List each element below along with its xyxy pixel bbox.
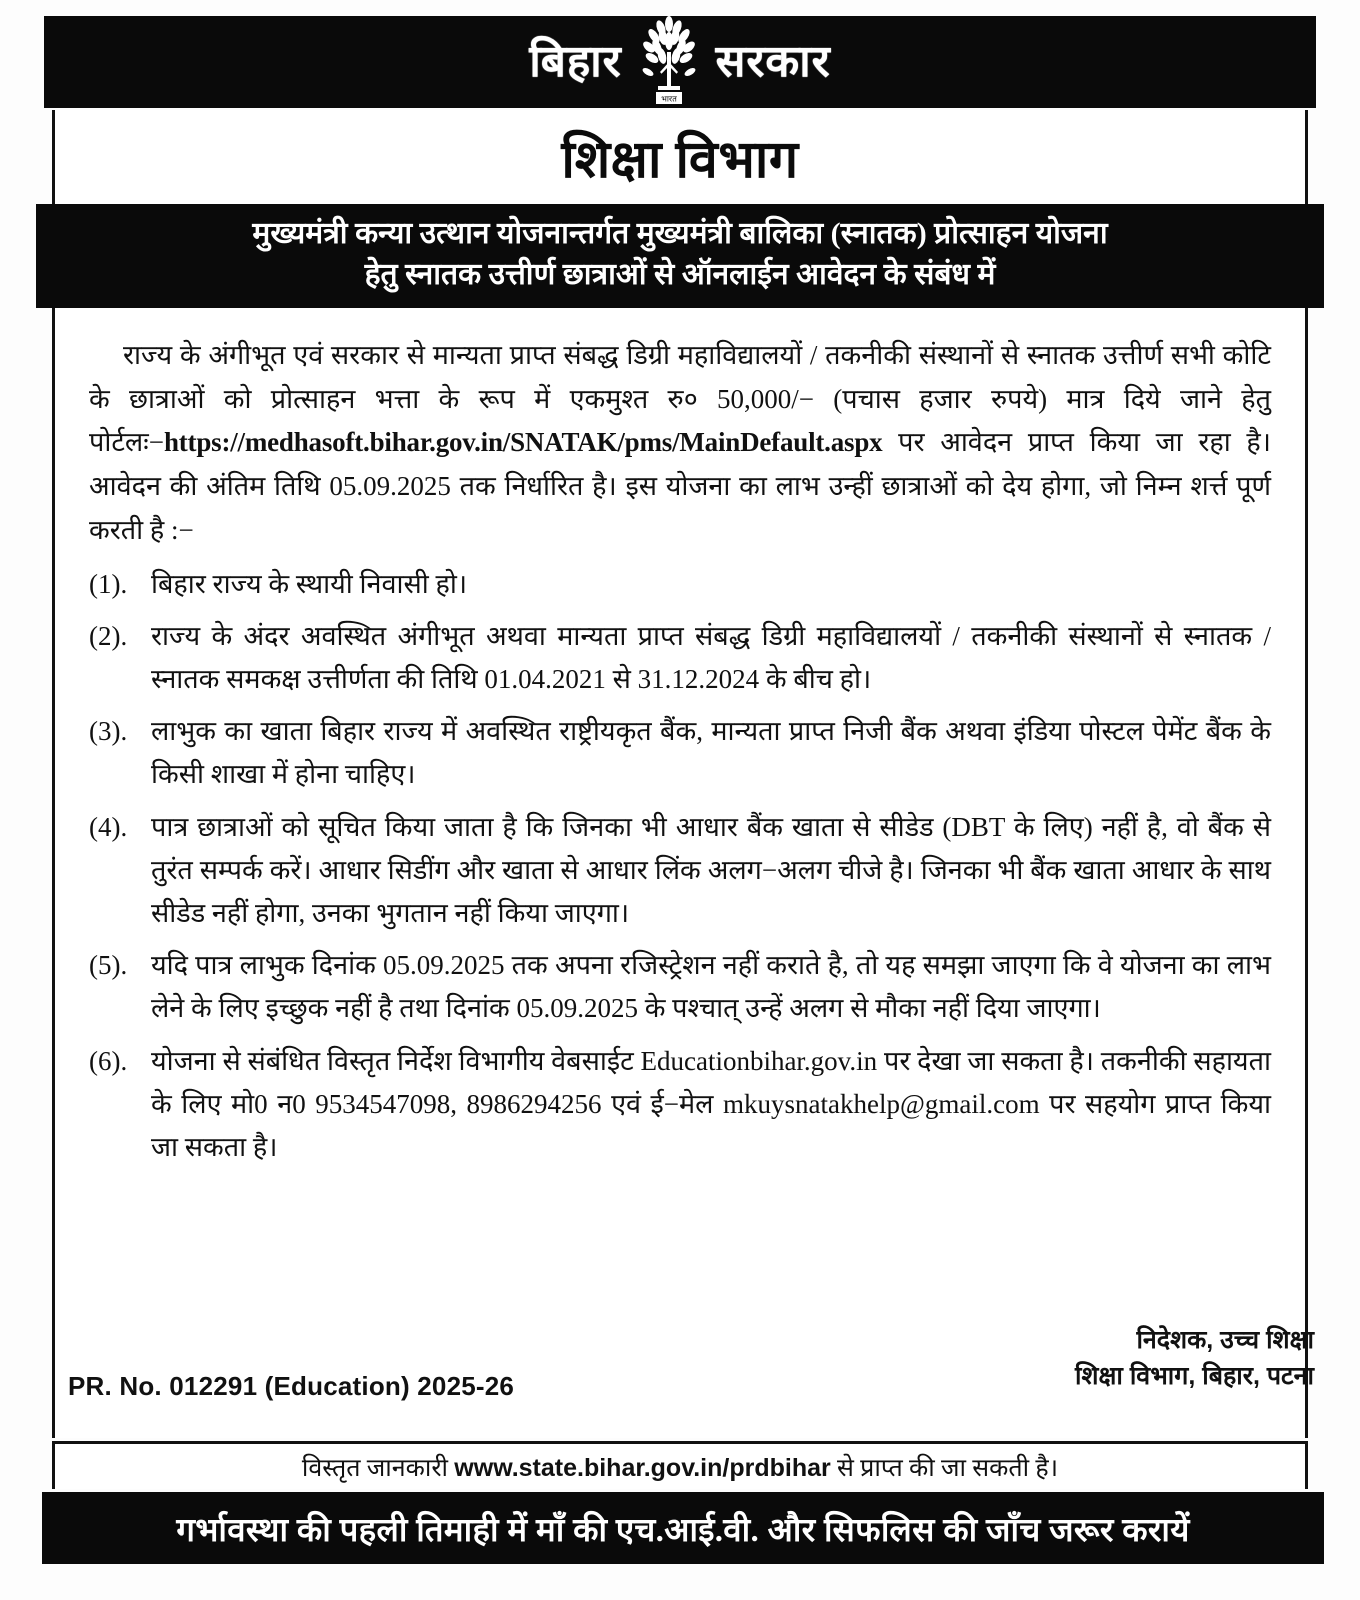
condition-text-a: पात्र छात्राओं को सूचित किया जाता है कि जिनका भी आधार बैंक खाता से सीडेड ( — [151, 811, 952, 842]
condition-marker: (3). — [89, 716, 128, 747]
state-name-right: सरकार — [715, 37, 831, 86]
bodhi-tree-emblem — [636, 10, 702, 114]
condition-item-3 — [89, 710, 1271, 796]
department-strip — [52, 110, 1308, 204]
subject-line-1: मुख्यमंत्री कन्या उत्थान योजनान्तर्गत मुख्यमंत्री बालिका (स्नातक) प्रोत्साहन योजना — [252, 216, 1108, 250]
intro-text-part-1: राज्य के अंगीभूत एवं सरकार से मान्यता प्राप्त संबद्ध डिग्री महाविद्यालयों / तकनीकी संस्थानों से स्नातक उत्तीर्ण सभी कोटि के छात्राओं को प्रोत्साहन भत्ता के रूप में एकमुश्त रु० 50,000/− (पचास हजार रुपये) मात्र दिये जाने हेतु पोर्टलः− — [89, 340, 1271, 458]
condition-text: लाभुक का खाता बिहार राज्य में अवस्थित राष्ट्रीयकृत बैंक, मान्यता प्राप्त निजी बैंक अथवा इंडिया पोस्टल पेमेंट बैंक के किसी शाखा में होना चाहिए। — [151, 716, 1271, 790]
notice-body — [52, 308, 1308, 1438]
intro-paragraph — [89, 334, 1271, 553]
condition-text-c: पर सहयोग प्राप्त किया जा सकता है। — [151, 1088, 1272, 1162]
emblem-motto-text: भारत — [660, 94, 677, 104]
portal-url: https://medhasoft.bihar.gov.in/SNATAK/pms/MainDefault.aspx — [163, 427, 883, 458]
help-email: mkuysnatakhelp@gmail.com — [723, 1088, 1040, 1119]
public-health-message: गर्भावस्था की पहली तिमाही में माँ की एच.आई.वी. और सिफलिस की जाँच जरूर करायें — [176, 1512, 1190, 1549]
info-suffix: से प्राप्त की जा सकती है। — [830, 1454, 1059, 1482]
condition-item-4 — [89, 806, 1271, 936]
condition-item-6 — [89, 1040, 1271, 1170]
condition-marker: (5). — [89, 950, 128, 981]
state-name-left: बिहार — [529, 37, 622, 86]
subject-line-2: हेतु स्नातक उत्तीर्ण छात्राओं से ऑनलाईन आवेदन के संबंध में — [364, 258, 996, 291]
condition-marker: (1). — [89, 568, 128, 599]
department-name: शिक्षा विभाग — [561, 131, 799, 189]
condition-marker: (4). — [89, 811, 128, 842]
subject-band — [36, 204, 1324, 308]
condition-text-b: पर देखा जा सकता है। तकनीकी सहायता के लिए मो0 न0 9534547098, 8986294256 एवं ई−मेल — [151, 1045, 1271, 1119]
masthead-band — [44, 16, 1316, 108]
conditions-list — [89, 563, 1271, 1169]
condition-text: बिहार राज्य के स्थायी निवासी हो। — [151, 568, 468, 599]
signature-block — [1075, 1322, 1314, 1395]
signatory-office: शिक्षा विभाग, बिहार, पटना — [1075, 1362, 1314, 1391]
info-strip-text — [302, 1450, 1058, 1484]
intro-text-part-2: पर आवेदन प्राप्त किया जा रहा है। आवेदन की अंतिम तिथि 05.09.2025 तक निर्धारित है। इस योजना का लाभ उन्हीं छात्राओं को देय होगा, जो निम्न शर्त्त पूर्ण करती है :− — [89, 427, 1271, 545]
condition-text-b: के लिए) नहीं है, वो बैंक से तुरंत सम्पर्क करें। आधार सिडींग और खाता से आधार लिंक अलग−अलग चीजे है। जिनका भी बैंक खाता आधार के साथ सीडेड नहीं होगा, उनका भुगतान नहीं किया जाएगा। — [151, 811, 1271, 928]
condition-item-1 — [89, 563, 1271, 606]
condition-marker: (2). — [89, 620, 128, 651]
dbt-abbreviation: DBT — [951, 811, 1005, 842]
pr-number: PR. No. 012291 (Education) 2025-26 — [68, 1371, 515, 1401]
masthead-inner — [529, 10, 830, 114]
condition-text: यदि पात्र लाभुक दिनांक 05.09.2025 तक अपना रजिस्ट्रेशन नहीं कराते है, तो यह समझा जाएगा कि वे योजना का लाभ लेने के लिए इच्छुक नहीं है तथा दिनांक 05.09.2025 के पश्चात् उन्हें अलग से मौका नहीं दिया जाएगा। — [151, 950, 1271, 1024]
condition-text-a: योजना से संबंधित विस्तृत निर्देश विभागीय वेबसाईट — [151, 1045, 641, 1076]
prd-website-url: www.state.bihar.gov.in/prdbihar — [454, 1453, 831, 1482]
condition-text: राज्य के अंदर अवस्थित अंगीभूत अथवा मान्यता प्राप्त संबद्ध डिग्री महाविद्यालयों / तकनीकी संस्थानों से स्नातक / स्नातक समकक्ष उत्तीर्णता की तिथि 01.04.2021 से 31.12.2024 के बीच हो। — [151, 620, 1271, 695]
condition-item-5 — [89, 944, 1271, 1030]
signatory-designation: निदेशक, उच्च शिक्षा — [1136, 1326, 1314, 1354]
info-strip — [52, 1441, 1308, 1489]
public-health-band — [42, 1492, 1324, 1564]
info-prefix: विस्तृत जानकारी — [301, 1454, 455, 1482]
condition-marker: (6). — [89, 1045, 128, 1076]
condition-item-2 — [89, 615, 1271, 701]
department-website: Educationbihar.gov.in — [640, 1045, 878, 1076]
